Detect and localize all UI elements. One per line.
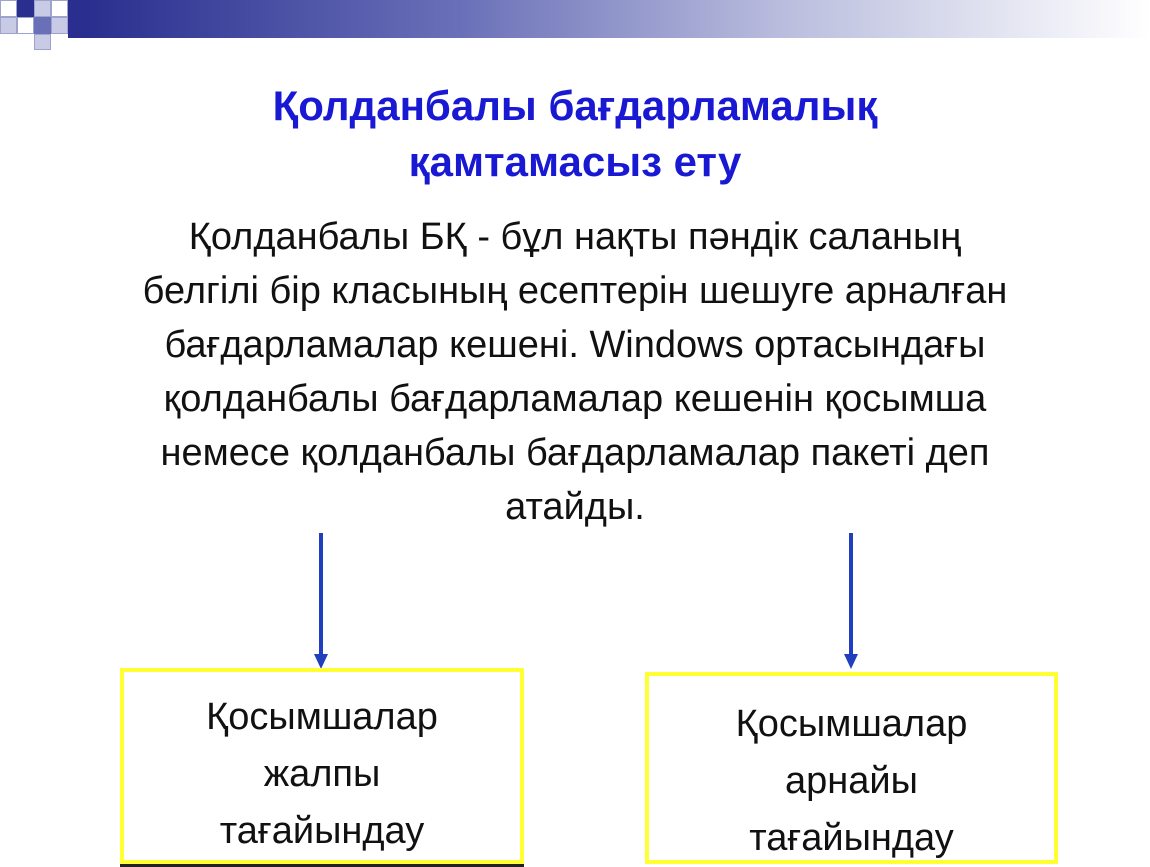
decor-square [34, 34, 51, 50]
decor-square [68, 0, 88, 38]
box-line: тағайындау [219, 810, 425, 852]
body-line: немесе қолданбалы бағдарламалар пакеті деп [160, 432, 990, 474]
body-line: атайды. [505, 486, 645, 528]
box-line: тағайындау [749, 817, 954, 859]
decor-square [34, 0, 51, 17]
decor-square [17, 0, 34, 17]
box-line: жалпы [263, 753, 381, 795]
header-decoration [0, 0, 1150, 42]
decor-square [51, 17, 68, 34]
general-purpose-apps-box [120, 668, 524, 864]
body-line: бағдарламалар кешені. Windows ортасындағы [164, 324, 986, 366]
decor-square [51, 0, 68, 17]
slide-title [0, 78, 1150, 190]
down-arrow-left [311, 533, 331, 670]
down-arrow-right [841, 533, 861, 670]
box-line: Қосымшалар [206, 696, 438, 738]
header-gradient-bar [88, 0, 1150, 38]
body-line: қолданбалы бағдарламалар кешенін қосымша [163, 378, 987, 420]
decor-square [34, 17, 51, 34]
decor-square [0, 0, 17, 17]
decor-square [17, 17, 34, 34]
box-line: Қосымшалар [735, 703, 968, 745]
decor-square [0, 17, 17, 34]
special-purpose-apps-box [645, 672, 1058, 864]
title-line: қамтамасыз ету [408, 138, 742, 185]
definition-text [40, 210, 1110, 534]
body-line: Қолданбалы БҚ - бұл нақты пәндік саланың [188, 216, 962, 258]
body-line: белгілі бір класының есептерін шешуге арналған [142, 270, 1008, 312]
title-line: Қолданбалы бағдарламалық [272, 82, 878, 129]
box-line: арнайы [785, 760, 918, 802]
